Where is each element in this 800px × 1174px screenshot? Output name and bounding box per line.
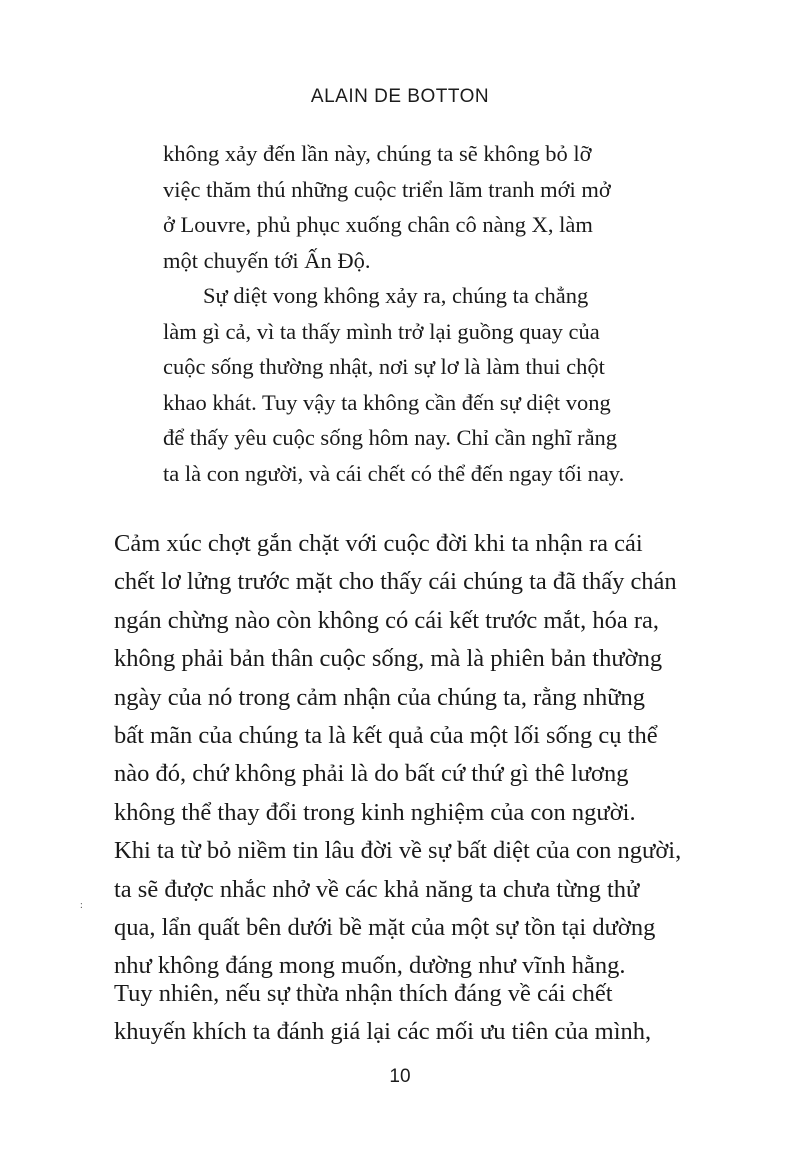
stray-mark: : — [80, 900, 83, 911]
quote-paragraph — [163, 136, 643, 278]
quote-paragraph — [163, 278, 643, 491]
text-line: nào đó, chứ không phải là do bất cứ thứ gì thê lương — [114, 760, 629, 788]
text-line: cuộc sống thường nhật, nơi sự lơ là làm thui chột — [163, 354, 605, 379]
text-line: một chuyến tới Ấn Độ. — [163, 247, 371, 273]
text-line: ta sẽ được nhắc nhở về các khả năng ta chưa từng thử — [114, 875, 640, 903]
body-paragraph — [114, 525, 694, 986]
text-line: không xảy đến lần này, chúng ta sẽ không bỏ lỡ — [163, 141, 592, 166]
text-line: làm gì cả, vì ta thấy mình trở lại guồng quay của — [163, 318, 600, 344]
text-line: chết lơ lửng trước mặt cho thấy cái chúng ta đã thấy chán — [114, 568, 677, 596]
text-line: Tuy nhiên, nếu sự thừa nhận thích đáng về cái chết — [114, 980, 613, 1007]
text-line: ngán chừng nào còn không có cái kết trước mắt, hóa ra, — [114, 606, 659, 634]
text-line: bất mãn của chúng ta là kết quả của một lối sống cụ thể — [114, 722, 658, 750]
text-line: không thể thay đổi trong kinh nghiệm của con người. — [114, 798, 636, 826]
text-line: ngày của nó trong cảm nhận của chúng ta, rằng những — [114, 683, 646, 711]
page-number: 10 — [389, 1066, 411, 1087]
text-line: ở Louvre, phủ phục xuống chân cô nàng X, làm — [163, 212, 593, 237]
block-quote — [163, 136, 643, 491]
text-line: Sự diệt vong không xảy ra, chúng ta chẳng — [203, 283, 589, 308]
text-line: việc thăm thú những cuộc triển lãm tranh mới mở — [163, 176, 611, 202]
text-line: để thấy yêu cuộc sống hôm nay. Chỉ cần nghĩ rằng — [163, 425, 618, 450]
text-line: khuyến khích ta đánh giá lại các mối ưu tiên của mình, — [114, 1018, 652, 1046]
text-line: không phải bản thân cuộc sống, mà là phiên bản thường — [114, 645, 663, 673]
body-paragraph — [114, 975, 694, 1052]
text-line: qua, lẩn quất bên dưới bề mặt của một sự tồn tại dường — [114, 914, 656, 942]
text-line: khao khát. Tuy vậy ta không cần đến sự diệt vong — [163, 389, 611, 415]
running-head: ALAIN DE BOTTON — [310, 86, 490, 107]
text-line: Cảm xúc chợt gắn chặt với cuộc đời khi ta nhận ra cái — [114, 530, 643, 557]
text-line: ta là con người, và cái chết có thể đến ngay tối nay. — [163, 460, 625, 486]
text-line: như không đáng mong muốn, dường như vĩnh hằng. — [114, 952, 626, 980]
text-line: Khi ta từ bỏ niềm tin lâu đời về sự bất diệt của con người, — [114, 837, 682, 865]
